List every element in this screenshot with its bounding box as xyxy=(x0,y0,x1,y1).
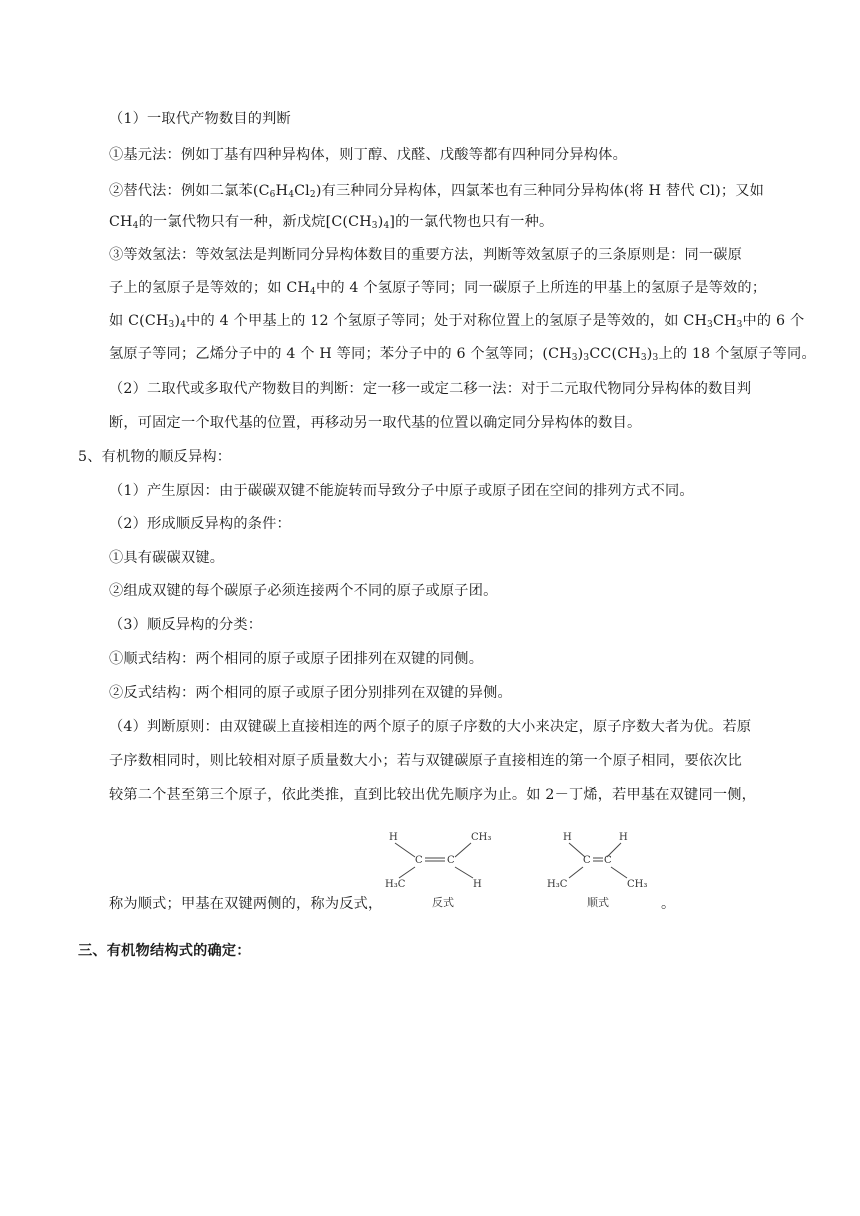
trans-bottom-right-atom: H xyxy=(473,879,482,890)
carbon-atom: C xyxy=(415,855,423,866)
cis-caption: 顺式 xyxy=(587,896,609,909)
paragraph: ①基元法：例如丁基有四种异构体，则丁醇、戊醛、戊酸等都有四种同分异构体。 xyxy=(109,147,627,163)
structure-diagram xyxy=(385,818,665,913)
cis-trans-isomer-figure xyxy=(385,818,665,913)
paragraph: （1）一取代产物数目的判断 xyxy=(109,111,291,127)
bond-line xyxy=(395,843,415,857)
cis-bottom-left-group: H₃C xyxy=(547,879,568,890)
trans-top-right-group: CH₃ xyxy=(471,832,492,843)
cis-bottom-right-group: CH₃ xyxy=(627,879,648,890)
trans-caption: 反式 xyxy=(432,896,454,909)
bond-line xyxy=(611,867,627,878)
cis-structure xyxy=(547,832,647,909)
paragraph: （1）产生原因：由于碳碳双键不能旋转而导致分子中原子或原子团在空间的排列方式不同。 xyxy=(109,483,694,499)
cis-top-right-atom: H xyxy=(619,832,628,843)
cis-top-left-atom: H xyxy=(563,832,572,843)
trans-structure xyxy=(385,832,491,909)
carbon-atom: C xyxy=(583,855,591,866)
carbon-atom: C xyxy=(447,855,455,866)
bond-line xyxy=(455,843,471,857)
paragraph: 子上的氢原子是等效的；如 $CH_4$中的 4 个氢原子等同；同一碳原子上所连的甲基上的氢原子是等效的； xyxy=(109,280,767,297)
bond-line xyxy=(399,867,415,878)
trans-bottom-left-group: H₃C xyxy=(385,879,406,890)
bond-line xyxy=(455,867,473,878)
paragraph: $CH_4$的一氯代物只有一种，新戊烷$[C(CH_3)_4]$的一氯代物也只有一种。 xyxy=(109,214,554,231)
paragraph: ②组成双键的每个碳原子必须连接两个不同的原子或原子团。 xyxy=(109,583,498,599)
paragraph: 断，可固定一个取代基的位置，再移动另一取代基的位置以确定同分异构体的数目。 xyxy=(109,415,642,431)
paragraph: （2）形成顺反异构的条件： xyxy=(109,516,291,532)
paragraph: 较第二个甚至第三个原子，依此类推，直到比较出优先顺序为止。如 2－丁烯，若甲基在双键同一侧， xyxy=(109,787,756,803)
paragraph: ③等效氢法：等效氢法是判断同分异构体数目的重要方法，判断等效氢原子的三条原则是：同一碳原 xyxy=(109,247,743,263)
carbon-atom: C xyxy=(604,855,612,866)
paragraph: ②反式结构：两个相同的原子或原子团分别排列在双键的异侧。 xyxy=(109,685,512,701)
paragraph: （4）判断原则：由双键碳上直接相连的两个原子的原子序数的大小来决定，原子序数大者为优。若原 xyxy=(109,719,752,735)
paragraph: ①具有碳碳双键。 xyxy=(109,550,225,566)
paragraph: （2）二取代或多取代产物数目的判断：定一移一或定二移一法：对于二元取代物同分异构体的数目判 xyxy=(109,381,752,397)
paragraph: 氢原子等同；乙烯分子中的 4 个 H 等同；苯分子中的 6 个氢等同；$(CH_3)_3CC(CH_3)_3$上的 18 个氢原子等同。 xyxy=(109,346,816,363)
bond-line xyxy=(569,867,583,878)
section-heading: 5、有机物的顺反异构： xyxy=(78,449,232,465)
paragraph: （3）顺反异构的分类： xyxy=(109,617,263,633)
paragraph: ①顺式结构：两个相同的原子或原子团排列在双键的同侧。 xyxy=(109,651,484,667)
paragraph: 子序数相同时，则比较相对原子质量数大小；若与双键碳原子直接相连的第一个原子相同，要依次比 xyxy=(109,753,743,769)
section-heading: 三、有机物结构式的确定： xyxy=(78,943,251,959)
paragraph: 如 $C(CH_3)_4$中的 4 个甲基上的 12 个氢原子等同；处于对称位置上的氢原子是等效的，如 $CH_3CH_3$中的 6 个 xyxy=(109,313,805,330)
trans-top-left-atom: H xyxy=(389,832,398,843)
paragraph: ②替代法：例如二氯苯$(C_6H_4Cl_2)$有三种同分异构体，四氯苯也有三种同分异构体(将 H 替代 Cl)；又如 xyxy=(109,183,765,200)
paragraph-end: 。 xyxy=(661,896,676,912)
paragraph: 称为顺式；甲基在双键两侧的，称为反式， xyxy=(109,896,383,912)
